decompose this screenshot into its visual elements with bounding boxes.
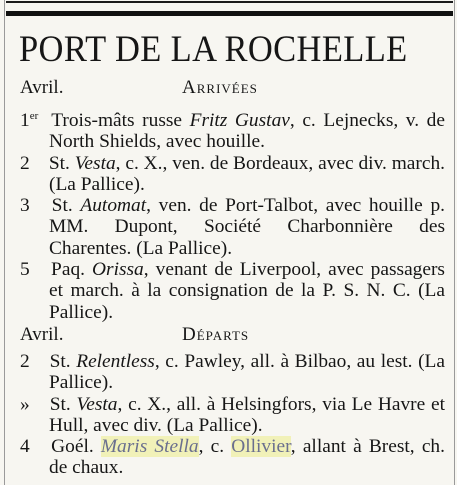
list-item (0, 394, 457, 437)
arrivals-list (0, 106, 457, 323)
departures-label: Départs (182, 324, 250, 345)
ship-name: Maris Stella (100, 436, 199, 458)
heavy-rule (6, 11, 453, 16)
entry-text: Paq. (44, 259, 93, 281)
ship-name: Relentless (76, 351, 155, 372)
list-item (0, 351, 457, 394)
page-title: PORT DE LA ROCHELLE (19, 29, 408, 70)
list-item (0, 195, 457, 259)
list-item (0, 436, 457, 479)
ship-name: Orissa (92, 259, 144, 281)
entry-date: 5 (20, 259, 30, 281)
entry-text: , allant à Brest, ch. de chaux. (49, 436, 445, 479)
departures-month: Avril. (20, 324, 64, 345)
top-rule (6, 1, 453, 3)
entry-text: , c. Lejnecks, v. de North Shields, avec houille. (49, 110, 445, 153)
departures-header (20, 324, 440, 346)
entry-date: 3 (20, 195, 30, 217)
entry-text: , c. (198, 436, 232, 458)
ship-name: Vesta (74, 152, 116, 174)
arrivals-label: Arrivées (182, 77, 258, 98)
entry-date: 4 (20, 436, 30, 458)
ship-name: Fritz Gustav (189, 110, 290, 131)
entry-text: , venant de Liverpool, avec passagers et march. à la consignation de la P. S. N. C. (La Pallice). (49, 259, 445, 323)
ship-name: Vesta (76, 393, 118, 415)
entry-text: Goél. (44, 436, 101, 458)
arrivals-header (20, 77, 440, 99)
entry-text: , c. X., ven. de Bordeaux, avec div. march. (La Pallice). (49, 152, 445, 195)
arrivals-month: Avril. (20, 77, 64, 98)
list-item (0, 106, 457, 153)
entry-text: St. (44, 393, 77, 415)
list-item (0, 259, 457, 323)
entry-date: 1er (20, 110, 39, 131)
ship-name: Automat (80, 195, 147, 217)
entry-text: , c. X., all. à Helsingfors, via Le Havre et Hull, avec div. (La Pallice). (49, 393, 445, 436)
list-item (0, 153, 457, 196)
entry-text: St. (44, 195, 81, 217)
entry-text: , ven. de Port-Talbot, avec houille p. MM. Dupont, Société Charbonnière des Charentes. (La Pallice). (49, 195, 445, 259)
entry-text: Ollivier (231, 436, 291, 458)
entry-date: » (20, 393, 30, 415)
departures-list (0, 351, 457, 479)
entry-text: Trois-mâts russe (44, 110, 190, 131)
entry-text: St. (44, 351, 77, 372)
entry-text: , c. Pawley, all. à Bilbao, au lest. (La Pallice). (49, 351, 445, 394)
entry-date: 2 (20, 351, 30, 372)
entry-text: St. (44, 152, 75, 174)
entry-date: 2 (20, 152, 30, 174)
